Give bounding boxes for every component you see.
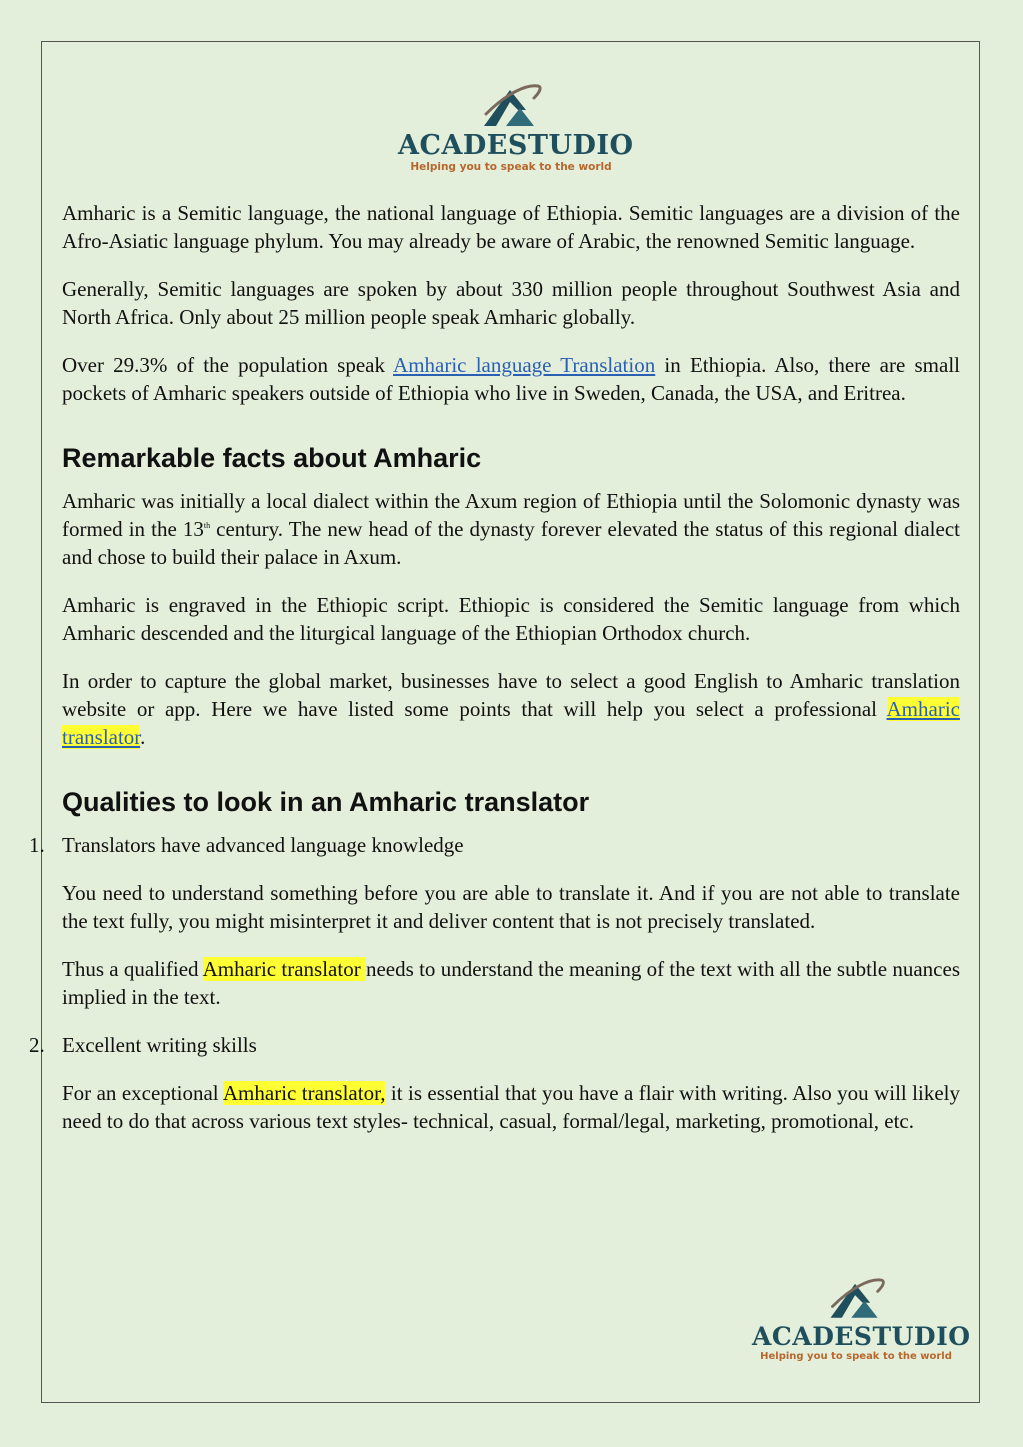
text-span: Thus a qualified bbox=[62, 957, 203, 981]
mountain-icon bbox=[476, 80, 546, 130]
highlighted-text: Amharic translator bbox=[202, 957, 366, 981]
superscript-th: th bbox=[203, 521, 211, 530]
text-span: Over 29.3% of the population speak bbox=[62, 353, 394, 377]
acadestudio-logo-bottom bbox=[752, 1274, 971, 1362]
paragraph-script: Amharic is engraved in the Ethiopic script. Ethiopic is considered the Semitic language from which Amharic descended and the liturgical language of the Ethiopian Orthodox church. bbox=[62, 593, 960, 645]
highlighted-text: Amharic translator, bbox=[222, 1081, 386, 1105]
amharic-translation-link[interactable]: Amharic language Translation bbox=[393, 353, 656, 377]
paragraph-qualified bbox=[62, 955, 960, 1011]
paragraph-speakers: Generally, Semitic languages are spoken by about 330 million people throughout Southwest Asia and North Africa. Only about 25 million people speak Amharic globally. bbox=[62, 277, 960, 329]
document-body bbox=[29, 199, 960, 1155]
text-span: Amharic was initially a local dialect within the Axum region of Ethiopia until the Solomonic dynasty was formed in the 13 bbox=[62, 489, 960, 541]
text-span: In order to capture the global market, businesses have to select a good English to Amharic translation website or app. Here we have listed some points that will help you select a professional bbox=[62, 669, 960, 721]
text-span: . bbox=[140, 725, 146, 749]
list-number: 2. bbox=[29, 1033, 45, 1057]
paragraph-intro: Amharic is a Semitic language, the national language of Ethiopia. Semitic languages are a division of the Afro-Asiatic language phylum. You may already be aware of Arabic, the renowned Semitic language. bbox=[62, 201, 960, 253]
paragraph-market bbox=[62, 667, 960, 751]
list-number: 1. bbox=[29, 833, 45, 857]
logo-brand-name: ACADESTUDIO bbox=[398, 130, 634, 161]
heading-qualities: Qualities to look in an Amharic translator bbox=[62, 787, 590, 817]
list-item-writing bbox=[29, 1031, 960, 1059]
text-span: it is essential that you have a flair with writing. Also you will likely need to do that across various text styles- technical, casual, formal/legal, marketing, promotional, etc. bbox=[62, 1081, 960, 1133]
logo-tagline: Helping you to speak to the world bbox=[760, 1351, 952, 1362]
text-span: century. The new head of the dynasty forever elevated the status of this regional dialect and chose to build their palace in Axum. bbox=[62, 517, 960, 569]
text-span: in Ethiopia. Also, there are small pockets of Amharic speakers outside of Ethiopia who live in Sweden, Canada, the USA, and Eritrea. bbox=[62, 353, 960, 405]
mountain-icon bbox=[823, 1274, 889, 1322]
list-item-knowledge bbox=[29, 831, 960, 859]
paragraph-population bbox=[62, 351, 960, 407]
list-item-label: Translators have advanced language knowledge bbox=[62, 833, 464, 857]
logo-tagline: Helping you to speak to the world bbox=[410, 161, 612, 173]
paragraph-writing bbox=[62, 1079, 960, 1135]
list-item-label: Excellent writing skills bbox=[62, 1033, 257, 1057]
text-span: needs to understand the meaning of the text with all the subtle nuances implied in the text. bbox=[62, 957, 960, 1009]
paragraph-history bbox=[62, 487, 960, 571]
logo-brand-name: ACADESTUDIO bbox=[752, 1322, 971, 1351]
amharic-translator-link[interactable]: Amharic translator bbox=[62, 697, 960, 749]
acadestudio-logo-top bbox=[398, 80, 634, 173]
paragraph-understand: You need to understand something before you are able to translate it. And if you are not able to translate the text fully, you might misinterpret it and deliver content that is not precisely translated. bbox=[62, 881, 960, 933]
heading-remarkable-facts: Remarkable facts about Amharic bbox=[62, 443, 482, 473]
text-span: For an exceptional bbox=[62, 1081, 223, 1105]
